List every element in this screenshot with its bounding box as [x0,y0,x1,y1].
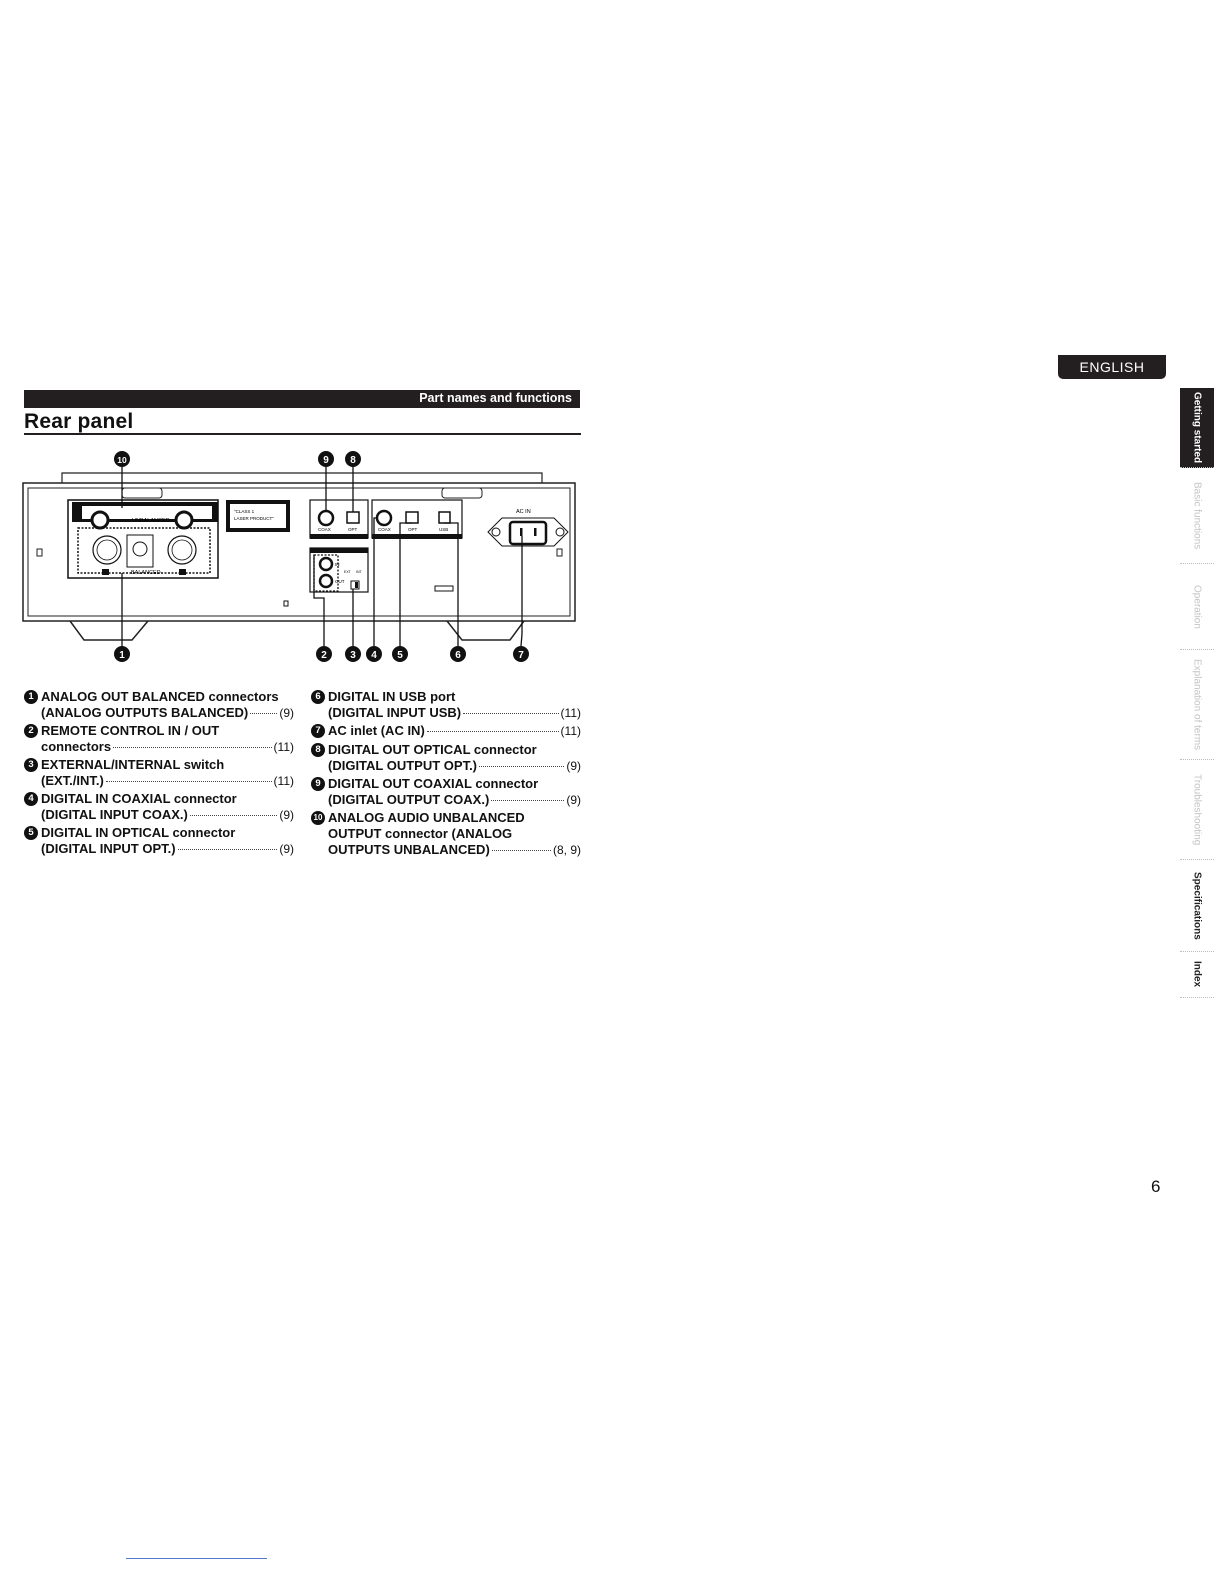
page-reference[interactable]: (11) [273,740,294,754]
part-label: DIGITAL IN OPTICAL connector [41,825,236,840]
part-label: (ANALOG OUTPUTS BALANCED) [41,705,249,720]
rear-panel-diagram [22,448,582,668]
tab-troubleshooting[interactable] [1180,760,1214,860]
remote-control-block [310,548,368,592]
part-label: DIGITAL IN COAXIAL connector [41,791,237,806]
part-label: (DIGITAL INPUT OPT.) [41,841,176,856]
part-number-badge: 8 [311,743,325,757]
part-item-3 [24,757,294,789]
callout-2: 2 [321,650,327,661]
tab-basic-functions[interactable] [1180,468,1214,564]
part-label: REMOTE CONTROL IN / OUT [41,723,220,738]
remote-out-jack [320,575,332,587]
part-label: (DIGITAL OUTPUT COAX.) [328,792,490,807]
unbalanced-jack-r [176,512,192,528]
page-reference[interactable]: (11) [273,774,294,788]
page-reference[interactable]: (9) [279,706,294,720]
part-number-badge: 9 [311,777,325,791]
tab-index[interactable] [1180,952,1214,998]
callout-9: 9 [323,455,329,466]
part-label: DIGITAL IN USB port [328,689,456,704]
page-reference[interactable]: (8, 9) [552,843,581,857]
part-label: (EXT./INT.) [41,773,104,788]
part-item-8 [311,742,581,774]
callout-3: 3 [350,650,356,661]
tab-getting-started[interactable] [1180,388,1214,468]
section-header-band [24,390,580,408]
footer-rule [126,1558,267,1559]
part-number-badge: 6 [311,690,325,704]
page-reference[interactable]: (9) [279,808,294,822]
tab-specifications[interactable] [1180,860,1214,952]
part-item-2 [24,723,294,755]
part-label: ANALOG OUT BALANCED connectors [41,689,279,704]
part-number-badge: 3 [24,758,38,772]
unbalanced-label: UNBALANCED [132,518,170,524]
in-label: IN [335,562,340,567]
usb-port [439,512,450,523]
callout-10: 10 [117,455,127,465]
language-badge: ENGLISH [1058,355,1166,379]
tab-label: Explanation of terms [1191,658,1203,751]
digital-in-coax-jack [377,511,391,525]
page-reference[interactable]: (9) [566,759,581,773]
page-reference[interactable]: (11) [560,706,581,720]
part-item-4 [24,791,294,823]
part-number-badge: 4 [24,792,38,806]
opt-label: OPT [408,527,418,532]
tab-label: Index [1191,961,1203,988]
part-label: (DIGITAL OUTPUT OPT.) [328,758,478,773]
digital-input-block [372,500,462,539]
tab-label: Troubleshooting [1191,773,1203,846]
class1-line: LASER PRODUCT" [234,516,274,521]
tab-operation[interactable] [1180,564,1214,650]
balanced-label: BALANCED [131,570,161,576]
coax-label: COAX [318,527,331,532]
callout-7: 7 [518,650,524,661]
callout-1: 1 [119,650,125,661]
side-tab-strip [1180,388,1214,998]
part-number-badge: 7 [311,724,325,738]
callout-8: 8 [350,455,356,466]
part-item-9 [311,776,581,808]
part-label: connectors [41,739,112,754]
part-item-10 [311,810,581,858]
ac-in-label: AC IN [516,509,531,515]
ext-label: EXT [344,570,351,574]
tab-explanation-of-terms[interactable] [1180,650,1214,760]
part-label: AC inlet (AC IN) [328,723,425,738]
digital-out-optical-jack [347,512,359,523]
part-number-badge: 2 [24,724,38,738]
part-number-badge: 5 [24,826,38,840]
tab-label: Specifications [1191,871,1203,940]
part-label: EXTERNAL/INTERNAL switch [41,757,225,772]
callout-4: 4 [371,650,377,661]
laser-warning-label [226,500,290,532]
part-label: DIGITAL OUT OPTICAL connector [328,742,537,757]
page-reference[interactable]: (9) [279,842,294,856]
digital-in-optical-jack [406,512,418,523]
callout-6: 6 [455,650,461,661]
part-label: OUTPUT connector (ANALOG [328,826,513,841]
unbalanced-jack-l [92,512,108,528]
analog-output-block [68,500,218,578]
part-item-5 [24,825,294,857]
tab-label: Getting started [1191,391,1203,464]
remote-in-jack [320,558,332,570]
page-number: 6 [1151,1177,1161,1196]
class1-line: "CLASS 1 [234,509,255,514]
section-name: Part names and functions [419,391,572,405]
int-label: INT [356,570,362,574]
part-label: (DIGITAL INPUT COAX.) [41,807,188,822]
tab-label: Basic functions [1191,481,1203,550]
page-reference[interactable]: (9) [566,793,581,807]
tab-label: Operation [1191,584,1203,629]
part-label: DIGITAL OUT COAXIAL connector [328,776,539,791]
digital-output-block [310,500,368,539]
usb-label: USB [439,527,449,532]
coax-label: COAX [378,527,391,532]
page-reference[interactable]: (11) [560,724,581,738]
digital-out-coax-jack [319,511,333,525]
page-title: Rear panel [24,410,134,433]
opt-label: OPT [348,527,358,532]
part-label: (DIGITAL INPUT USB) [328,705,462,720]
part-item-7 [311,723,581,739]
title-rule [24,433,581,435]
out-label: OUT [335,579,345,584]
part-item-6 [311,689,581,721]
callout-5: 5 [397,650,403,661]
part-label: ANALOG AUDIO UNBALANCED [328,810,525,825]
part-number-badge: 10 [311,811,325,825]
part-label: OUTPUTS UNBALANCED) [328,842,490,857]
part-item-1 [24,689,294,721]
part-number-badge: 1 [24,690,38,704]
